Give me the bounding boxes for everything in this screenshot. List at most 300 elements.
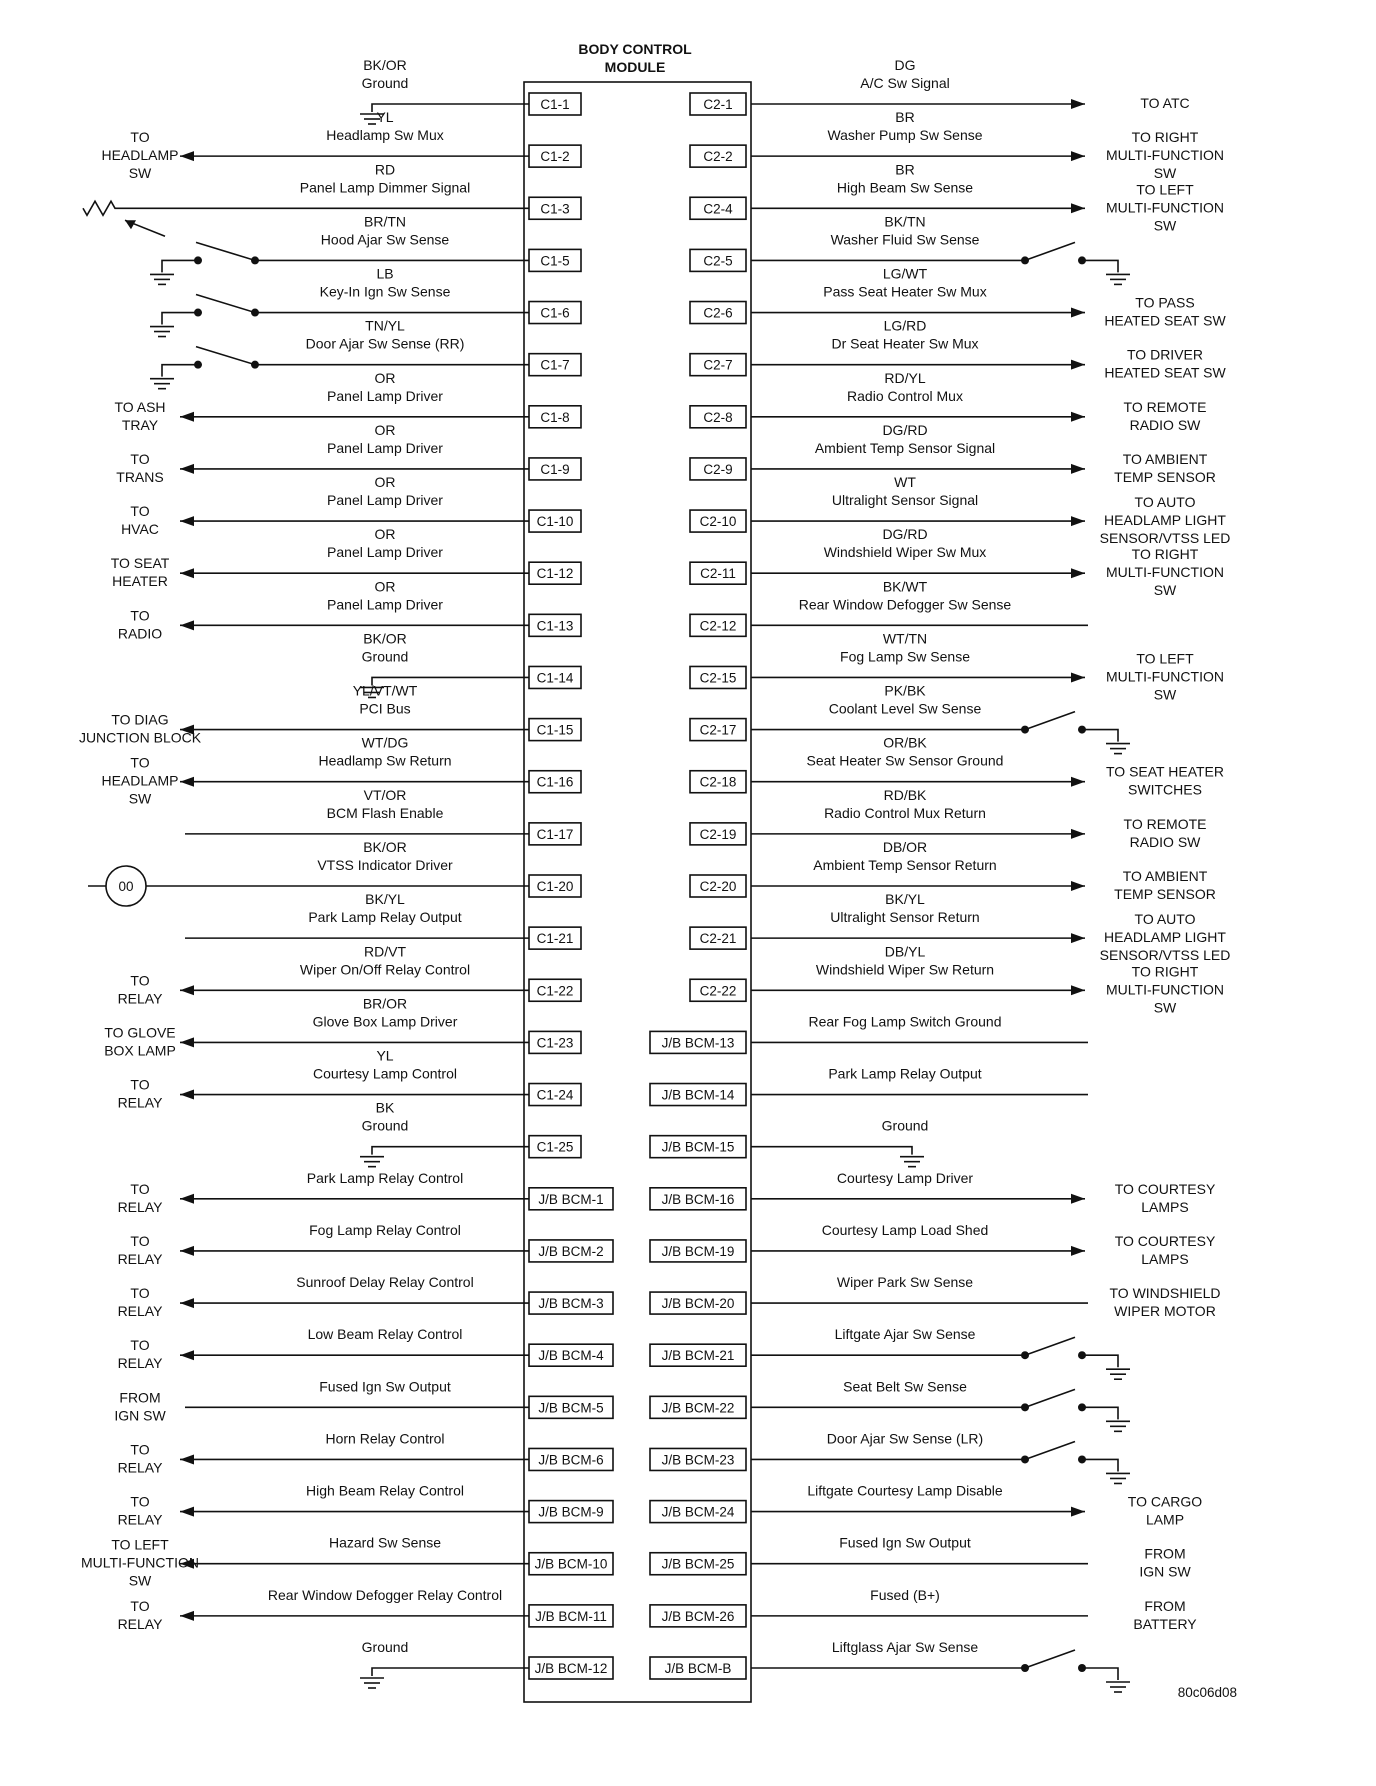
left-pin-row — [114, 370, 581, 433]
left-pin-row — [118, 1483, 613, 1528]
circuit-function: VTSS Indicator Driver — [317, 857, 453, 873]
circuit-function: Key-In Ign Sw Sense — [319, 283, 451, 300]
left-pin-row — [88, 839, 581, 906]
pin-id: C2-2 — [703, 149, 733, 165]
pin-id: C2-1 — [703, 97, 733, 112]
arrow-icon — [1071, 203, 1085, 213]
wire-color: BK/WT — [882, 578, 928, 595]
module-title-line2: MODULE — [604, 59, 666, 75]
right-pin-row — [690, 266, 1226, 329]
pin-id: C2-21 — [699, 931, 737, 947]
circuit-function: Ground — [361, 1639, 409, 1655]
switch-icon — [1025, 1337, 1075, 1355]
destination-label: TO SEAT — [110, 555, 170, 572]
left-pin-row — [360, 1639, 613, 1688]
pin-id: C1-8 — [540, 409, 570, 425]
wire-color: BK/YL — [885, 891, 925, 908]
destination-label: RELAY — [117, 1303, 163, 1320]
destination-label: RELAY — [117, 1094, 163, 1111]
wire-color: YL — [376, 109, 394, 126]
destination-label: SENSOR/VTSS LED — [1099, 947, 1231, 964]
pin-id: J/B BCM-16 — [661, 1191, 735, 1207]
arrow-icon — [180, 464, 194, 474]
wire-color: RD/BK — [883, 786, 927, 803]
arrow-icon — [1071, 464, 1085, 474]
left-connector-pins — [79, 57, 613, 1688]
arrow-icon — [180, 1298, 194, 1308]
circuit-function: Fused Ign Sw Output — [319, 1378, 451, 1395]
left-pin-row — [118, 943, 581, 1006]
pin-id: J/B BCM-3 — [538, 1296, 604, 1312]
destination-label: TO REMOTE — [1123, 398, 1207, 415]
destination-label: TO RIGHT — [1131, 129, 1199, 146]
pin-id: C1-9 — [540, 461, 570, 477]
right-connector-pins — [650, 57, 1230, 1692]
ground-icon — [1106, 1473, 1130, 1483]
left-pin-row — [114, 1378, 613, 1423]
circuit-function: Courtesy Lamp Driver — [836, 1169, 974, 1186]
circuit-function: Coolant Level Sw Sense — [828, 700, 982, 717]
indicator-label: 00 — [118, 879, 134, 894]
arrow-icon — [180, 1507, 194, 1517]
left-pin-row — [116, 422, 581, 485]
circuit-function: Door Ajar Sw Sense (LR) — [826, 1430, 984, 1447]
switch-icon — [196, 295, 255, 313]
ground-icon — [900, 1157, 924, 1167]
left-pin-row — [111, 526, 581, 589]
destination-label: FROM — [119, 1389, 161, 1406]
wire-color: BR/OR — [362, 995, 408, 1012]
right-pin-row — [650, 1222, 1216, 1267]
left-pin-row — [150, 213, 581, 284]
destination-label: RELAY — [117, 990, 163, 1007]
destination-label: MULTI-FUNCTION — [1106, 668, 1224, 685]
wire-color: VT/OR — [363, 786, 407, 803]
destination-label: TO — [130, 450, 150, 467]
wire-color: BK/OR — [363, 630, 407, 647]
destination-label: TO AMBIENT — [1122, 868, 1208, 884]
wire-color: LG/RD — [883, 317, 927, 334]
ground-icon — [360, 1678, 384, 1688]
destination-label: RELAY — [117, 1198, 163, 1215]
left-pin-row — [104, 995, 581, 1058]
circuit-function: Windshield Wiper Sw Mux — [823, 544, 987, 561]
destination-label: TO COURTESY — [1114, 1232, 1216, 1249]
arrow-icon — [1071, 985, 1085, 995]
circuit-function: A/C Sw Signal — [860, 75, 950, 91]
arrow-icon — [180, 1194, 194, 1204]
wire-color: YL/VT/WT — [352, 682, 418, 699]
pin-id: C1-23 — [536, 1035, 574, 1051]
right-pin-row — [650, 1066, 1088, 1106]
destination-label: MULTI-FUNCTION — [1106, 981, 1224, 998]
pin-id: C2-12 — [699, 618, 737, 634]
right-pin-row — [650, 1326, 1130, 1379]
destination-label: LAMPS — [1141, 1198, 1189, 1215]
ground-icon — [360, 1157, 384, 1167]
pin-id: J/B BCM-26 — [661, 1608, 735, 1624]
pin-id: J/B BCM-23 — [661, 1452, 735, 1468]
destination-label: TO LEFT — [111, 1536, 169, 1553]
pin-id: C2-19 — [699, 826, 737, 842]
destination-label: TO PASS — [1135, 294, 1195, 311]
pin-id: C2-15 — [699, 670, 737, 686]
pin-id: C2-18 — [699, 774, 737, 790]
circuit-function: Sunroof Delay Relay Control — [296, 1274, 474, 1291]
arrow-icon — [180, 985, 194, 995]
left-pin-row — [121, 474, 581, 537]
destination-label: RADIO SW — [1129, 833, 1201, 850]
circuit-function: Glove Box Lamp Driver — [312, 1013, 458, 1030]
destination-label: TO GLOVE — [104, 1024, 176, 1041]
destination-label: TO RIGHT — [1131, 546, 1199, 563]
arrow-icon — [180, 412, 194, 422]
pin-id: C1-24 — [536, 1087, 574, 1103]
circuit-function: Courtesy Lamp Control — [313, 1065, 457, 1082]
right-pin-row — [650, 1483, 1202, 1528]
pin-id: C1-22 — [536, 983, 574, 999]
pin-id: C1-12 — [536, 566, 574, 582]
left-pin-row — [185, 891, 581, 949]
circuit-function: Door Ajar Sw Sense (RR) — [305, 335, 465, 352]
destination-label: SENSOR/VTSS LED — [1099, 530, 1231, 547]
arrow-icon — [180, 1246, 194, 1256]
pin-id: C1-20 — [536, 879, 574, 894]
pin-id: J/B BCM-19 — [661, 1243, 735, 1259]
circuit-function: Washer Pump Sw Sense — [827, 127, 983, 144]
arrow-icon — [180, 777, 194, 787]
right-pin-row — [650, 1430, 1130, 1483]
destination-label: HVAC — [121, 521, 159, 538]
circuit-function: Panel Lamp Driver — [327, 439, 443, 456]
destination-label: WIPER MOTOR — [1114, 1303, 1216, 1320]
right-pin-row — [650, 1118, 928, 1167]
destination-label: TEMP SENSOR — [1114, 468, 1216, 485]
wire-color: BK/TN — [884, 213, 926, 230]
destination-label: SW — [1153, 217, 1177, 234]
destination-label: JUNCTION BLOCK — [78, 729, 202, 746]
destination-label: TO AUTO — [1134, 911, 1196, 928]
pin-id: J/B BCM-10 — [534, 1556, 608, 1572]
wire-color: OR/BK — [883, 734, 927, 751]
circuit-function: Rear Fog Lamp Switch Ground — [808, 1013, 1002, 1030]
destination-label: TO — [130, 1493, 150, 1510]
wire-color: BK/OR — [363, 839, 407, 855]
pin-id: C1-7 — [540, 357, 570, 373]
destination-label: RELAY — [117, 1459, 163, 1476]
destination-label: TO AMBIENT — [1122, 450, 1208, 467]
arrow-icon — [1071, 1507, 1085, 1517]
arrow-icon — [180, 568, 194, 578]
circuit-function: Windshield Wiper Sw Return — [815, 961, 995, 978]
circuit-function: Rear Window Defogger Sw Sense — [798, 596, 1012, 613]
arrow-icon — [1071, 516, 1085, 526]
destination-label: RELAY — [117, 1615, 163, 1632]
wire-color: RD/VT — [364, 943, 406, 960]
pin-id: J/B BCM-9 — [538, 1504, 604, 1520]
left-pin-row — [79, 683, 581, 746]
pin-id: C2-17 — [699, 722, 737, 738]
circuit-function: Park Lamp Relay Output — [308, 909, 462, 926]
wire-color: LB — [376, 265, 394, 282]
wire-color: TN/YL — [365, 317, 405, 334]
destination-label: TO — [130, 1337, 150, 1354]
destination-label: TO WINDSHIELD — [1109, 1285, 1221, 1302]
rheostat-icon — [83, 201, 155, 215]
pin-id: C1-17 — [536, 826, 574, 842]
circuit-function: Courtesy Lamp Load Shed — [821, 1221, 989, 1238]
ground-icon — [150, 274, 174, 284]
destination-label: HEADLAMP LIGHT — [1104, 929, 1226, 946]
ground-icon — [150, 327, 174, 337]
destination-label: IGN SW — [1139, 1563, 1191, 1580]
destination-label: TO COURTESY — [1114, 1180, 1216, 1197]
pin-id: C2-6 — [703, 305, 733, 321]
arrow-icon — [1071, 151, 1085, 161]
destination-label: TO CARGO — [1127, 1493, 1203, 1510]
destination-label: SW — [1153, 999, 1177, 1016]
circuit-function: Radio Control Mux Return — [824, 804, 986, 821]
circuit-function: High Beam Relay Control — [306, 1482, 464, 1499]
left-pin-row — [83, 161, 581, 236]
circuit-function: Ground — [361, 1117, 409, 1134]
arrow-icon — [180, 1454, 194, 1464]
pin-id: C1-21 — [536, 931, 574, 947]
destination-label: TO — [130, 129, 150, 146]
destination-label: TO DIAG — [111, 711, 169, 728]
pin-id: C2-5 — [703, 253, 733, 269]
wire-color: DB/OR — [882, 839, 928, 855]
pin-id: J/B BCM-6 — [538, 1452, 604, 1468]
pin-id: C1-15 — [536, 722, 574, 738]
destination-label: FROM — [1144, 1545, 1186, 1562]
pin-id: J/B BCM-24 — [661, 1504, 735, 1520]
circuit-function: Rear Window Defogger Relay Control — [267, 1586, 503, 1603]
destination-label: TO — [130, 607, 150, 624]
pin-id: C2-9 — [703, 461, 733, 477]
arrow-icon — [1071, 412, 1085, 422]
arrow-icon — [180, 516, 194, 526]
wire-color: OR — [374, 421, 396, 438]
right-pin-row — [690, 161, 1224, 233]
destination-label: MULTI-FUNCTION — [1106, 199, 1224, 216]
destination-label: TO RIGHT — [1131, 963, 1199, 980]
circuit-function: Pass Seat Heater Sw Mux — [823, 283, 987, 300]
circuit-function: Liftgate Courtesy Lamp Disable — [807, 1482, 1003, 1499]
switch-icon — [1025, 1441, 1075, 1459]
circuit-function: Fused (B+) — [870, 1586, 940, 1603]
pin-id: C1-1 — [540, 97, 570, 112]
destination-label: TO SEAT HEATER — [1106, 763, 1224, 780]
circuit-function: Low Beam Relay Control — [307, 1326, 463, 1343]
left-pin-row — [118, 1222, 613, 1267]
destination-label: TO AUTO — [1134, 494, 1196, 511]
destination-label: TO — [130, 1076, 150, 1093]
destination-label: TEMP SENSOR — [1114, 886, 1216, 902]
circuit-function: Ambient Temp Sensor Return — [813, 857, 997, 873]
pin-id: J/B BCM-15 — [661, 1139, 735, 1155]
circuit-function: Fog Lamp Relay Control — [309, 1221, 461, 1238]
destination-label: SW — [128, 790, 152, 807]
pin-id: C1-2 — [540, 149, 570, 165]
wire-color: BK/OR — [363, 57, 407, 73]
destination-label: RELAY — [117, 1511, 163, 1528]
wire-color: WT/TN — [882, 630, 928, 647]
arrow-icon — [1071, 568, 1085, 578]
left-pin-row — [118, 1170, 613, 1215]
left-pin-row — [81, 1535, 613, 1589]
pin-id: C1-25 — [536, 1139, 574, 1155]
destination-label: TO ATC — [1140, 95, 1190, 111]
left-pin-row — [118, 1587, 613, 1632]
destination-label: RELAY — [117, 1355, 163, 1372]
arrow-icon — [1071, 933, 1085, 943]
right-pin-row — [690, 630, 1224, 702]
circuit-function: High Beam Sw Sense — [836, 179, 974, 196]
destination-label: HEADLAMP — [101, 772, 179, 789]
destination-label: RADIO SW — [1129, 416, 1201, 433]
left-pin-row — [360, 1100, 581, 1167]
right-pin-row — [690, 109, 1224, 181]
pin-id: C2-20 — [699, 879, 737, 894]
circuit-function: Washer Fluid Sw Sense — [830, 231, 980, 248]
arrow-icon — [180, 1350, 194, 1360]
pin-id: J/B BCM-2 — [538, 1243, 604, 1259]
wire-color: DG — [894, 57, 916, 73]
destination-label: FROM — [1144, 1597, 1186, 1614]
destination-label: LAMP — [1145, 1511, 1185, 1528]
circuit-function: Wiper Park Sw Sense — [836, 1274, 974, 1291]
destination-label: TO — [130, 1597, 150, 1614]
switch-icon — [196, 347, 255, 365]
circuit-function: Seat Belt Sw Sense — [843, 1378, 967, 1395]
left-pin-row — [185, 787, 581, 845]
arrow-icon — [180, 1037, 194, 1047]
wire-color: RD/YL — [884, 369, 926, 386]
destination-label: TO — [130, 972, 150, 989]
destination-label: TO LEFT — [1136, 181, 1194, 198]
circuit-function: Ambient Temp Sensor Signal — [814, 439, 996, 456]
destination-label: HEATER — [112, 573, 168, 590]
right-pin-row — [690, 578, 1088, 636]
pin-id: C2-7 — [703, 357, 733, 373]
arrow-icon — [180, 620, 194, 630]
wire-color: BR/TN — [364, 213, 406, 230]
destination-label: SW — [1153, 582, 1177, 599]
destination-label: HEATED SEAT SW — [1104, 364, 1226, 381]
arrow-icon — [1071, 672, 1085, 682]
ground-icon — [1106, 1369, 1130, 1379]
destination-label: RELAY — [117, 1250, 163, 1267]
circuit-function: Dr Seat Heater Sw Mux — [831, 335, 979, 352]
destination-label: BATTERY — [1133, 1615, 1197, 1632]
pin-id: C2-8 — [703, 409, 733, 425]
right-pin-row — [650, 1587, 1197, 1632]
destination-label: SWITCHES — [1128, 781, 1202, 798]
destination-label: TO — [130, 754, 150, 771]
left-pin-row — [118, 1274, 613, 1319]
circuit-function: Ground — [881, 1117, 929, 1134]
destination-label: LAMPS — [1141, 1250, 1189, 1267]
destination-label: TO — [130, 1232, 150, 1249]
pin-id: C1-14 — [536, 670, 574, 686]
right-pin-row — [650, 1378, 1130, 1431]
right-pin-row — [650, 1535, 1191, 1580]
ground-icon — [1106, 274, 1130, 284]
wire-color: OR — [374, 526, 396, 543]
circuit-function: PCI Bus — [359, 700, 411, 717]
destination-label: MULTI-FUNCTION — [1106, 147, 1224, 164]
wire-color: BK/YL — [365, 891, 405, 908]
circuit-function: Ultralight Sensor Signal — [831, 492, 979, 509]
right-pin-row — [650, 1170, 1216, 1215]
figure-id: 80c06d08 — [1177, 1685, 1237, 1700]
destination-label: TO LEFT — [1136, 650, 1194, 667]
circuit-function: BCM Flash Enable — [326, 804, 444, 821]
pin-id: C1-5 — [540, 253, 570, 269]
wire-color: DG/RD — [882, 526, 928, 543]
destination-label: SW — [1153, 686, 1177, 703]
destination-label: IGN SW — [114, 1407, 166, 1424]
pin-id: J/B BCM-13 — [661, 1035, 735, 1051]
circuit-function: Wiper On/Off Relay Control — [299, 961, 471, 978]
circuit-function: Hood Ajar Sw Sense — [320, 231, 450, 248]
circuit-function: Seat Heater Sw Sensor Ground — [806, 752, 1004, 769]
right-pin-row — [650, 1013, 1088, 1053]
pin-id: C1-6 — [540, 305, 570, 321]
circuit-function: Panel Lamp Driver — [327, 544, 443, 561]
switch-icon — [1025, 1650, 1075, 1668]
destination-label: TRANS — [116, 468, 164, 485]
ground-icon — [1106, 1421, 1130, 1431]
left-pin-row — [118, 578, 581, 641]
pin-id: J/B BCM-14 — [661, 1087, 735, 1103]
arrow-icon — [1071, 1194, 1085, 1204]
pin-id: C2-4 — [703, 201, 733, 217]
arrow-icon — [1071, 829, 1085, 839]
wire-color: BR — [895, 161, 915, 178]
wire-color: DG/RD — [882, 421, 928, 438]
arrow-icon — [1071, 308, 1085, 318]
pin-id: C2-11 — [700, 566, 736, 582]
wire-color: DB/YL — [884, 943, 926, 960]
pin-id: C2-10 — [699, 514, 737, 530]
destination-label: HEADLAMP — [101, 147, 179, 164]
pin-id: J/B BCM-1 — [538, 1191, 604, 1207]
arrow-icon — [1071, 1246, 1085, 1256]
right-pin-row — [650, 1274, 1220, 1319]
destination-label: TO — [130, 1285, 150, 1302]
circuit-function: Fog Lamp Sw Sense — [840, 648, 970, 665]
circuit-function: Park Lamp Relay Control — [306, 1169, 464, 1186]
wire-color: WT — [894, 474, 916, 491]
wire-color: OR — [374, 369, 396, 386]
circuit-function: Headlamp Sw Mux — [326, 127, 444, 144]
wire-color: OR — [374, 474, 396, 491]
destination-label: TO DRIVER — [1127, 346, 1203, 363]
pin-id: C1-3 — [540, 201, 570, 217]
circuit-function: Liftgate Ajar Sw Sense — [834, 1326, 976, 1343]
wire-color: BK — [375, 1099, 395, 1116]
circuit-function: Hazard Sw Sense — [328, 1534, 442, 1551]
wire-color: BR — [895, 109, 915, 126]
circuit-function: Horn Relay Control — [325, 1430, 445, 1447]
wire-color: WT/DG — [361, 734, 409, 751]
left-pin-row — [118, 1326, 613, 1371]
circuit-function: Park Lamp Relay Output — [828, 1065, 982, 1082]
arrow-icon — [1071, 99, 1085, 109]
pin-id: J/B BCM-5 — [538, 1400, 604, 1416]
